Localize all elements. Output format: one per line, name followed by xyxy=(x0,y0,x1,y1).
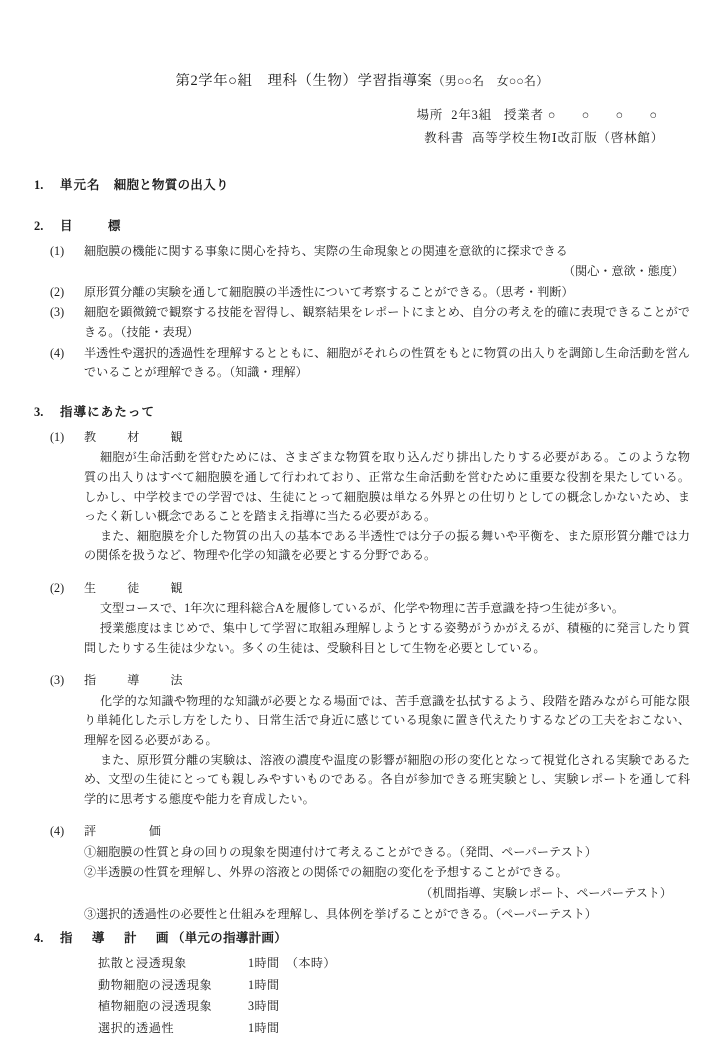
document-header-meta xyxy=(34,105,690,148)
spacer xyxy=(34,662,690,671)
objective-label: (4) xyxy=(50,345,65,360)
section-plan-heading xyxy=(34,928,690,948)
section-plan-title xyxy=(60,928,287,948)
subsection-students xyxy=(34,579,690,658)
objective-item xyxy=(50,283,690,303)
subsection-method-paragraph: また、原形質分離の実験は、溶液の濃度や温度の影響が細胞の形の変化となって視覚化される実験であるため、文型の生徒にとっても親しみやすいものである。各自が参加できる班実験とし、実験レポートを通して科学的に思考する態度や能力を育成したい。 xyxy=(84,752,690,806)
subsection-materials-heading xyxy=(50,428,690,448)
section-unit-label: 単元名 xyxy=(60,177,101,192)
spacer xyxy=(34,201,690,216)
subsection-evaluation-heading xyxy=(50,822,690,842)
section-objectives xyxy=(34,216,690,383)
subsection-method-paragraph: 化学的な知識や物理的な知識が必要となる場面では、苦手意識を払拭するよう、段階を踏みながら可能な限り単純化した示し方をしたり、日常生活で身近に感じている現象に置き代えたりするなどの工夫をおこない、理解を図る必要がある。 xyxy=(84,693,690,747)
plan-hours: 1時間 （本時） xyxy=(248,956,336,971)
textbook-label: 教科書 xyxy=(424,131,465,146)
objectives-list xyxy=(34,242,690,383)
objective-item xyxy=(50,303,690,342)
objective-text: 半透性や選択的透過性を理解するとともに、細胞がそれらの性質をもとに物質の出入りを調節し生命活動を営んでいることが理解できる。（知識・理解） xyxy=(84,345,690,380)
subsection-evaluation xyxy=(34,822,690,924)
section-guidance-heading xyxy=(34,402,690,422)
subsection-evaluation-name: 評 価 xyxy=(84,824,171,839)
plan-topic: 拡散と浸透現象 xyxy=(98,956,187,971)
subsection-method-label: (3) xyxy=(50,673,65,688)
section-guidance-number: 3. xyxy=(34,404,44,419)
section-plan-suffix: （単元の指導計画） xyxy=(171,931,288,946)
section-objectives-title: 目 標 xyxy=(60,218,124,233)
section-guidance xyxy=(34,402,690,924)
teacher-circles: ○ ○ ○ ○ xyxy=(547,108,664,123)
plan-hours: 1時間 xyxy=(248,1020,280,1035)
subsection-materials-label: (1) xyxy=(50,429,65,444)
plan-table xyxy=(34,954,690,1038)
plan-hours: 1時間 xyxy=(248,977,280,992)
objective-item xyxy=(50,344,690,383)
subsection-evaluation-label: (4) xyxy=(50,824,65,839)
objective-item xyxy=(50,242,690,262)
section-plan-label: 指 導 計 画 xyxy=(60,931,172,946)
section-plan-number: 4. xyxy=(34,931,44,946)
plan-row xyxy=(98,976,690,996)
place-value: 2年3組 xyxy=(451,108,493,123)
section-guidance-title: 指導にあたって xyxy=(60,404,156,419)
subsection-students-label: (2) xyxy=(50,580,65,595)
teacher-label: 授業者 xyxy=(504,108,544,123)
subsection-method xyxy=(34,671,690,809)
section-unit-heading xyxy=(34,175,690,195)
subsection-materials xyxy=(34,428,690,566)
objective-label: (2) xyxy=(50,284,65,299)
section-unit xyxy=(34,175,690,195)
objective-label: (3) xyxy=(50,305,65,320)
objective-label: (1) xyxy=(50,243,65,258)
evaluation-note: （机間指導、実験レポート、ペーパーテスト） xyxy=(420,885,672,900)
objective-text: 細胞膜の機能に関する事象に関心を持ち、実際の生命現象との関連を意欲的に探求できる xyxy=(84,243,568,258)
page-title-main: 第2学年○組 理科（生物）学習指導案 xyxy=(175,73,433,89)
objective-note: （関心・意欲・態度） xyxy=(563,264,684,279)
plan-row xyxy=(98,997,690,1017)
textbook-value: 高等学校生物Ⅰ改訂版（啓林館） xyxy=(472,131,664,146)
subsection-method-heading xyxy=(50,671,690,691)
spacer xyxy=(34,570,690,579)
place-label: 場所 xyxy=(416,108,444,123)
subsection-materials-paragraph: 細胞が生命活動を営むためには、さまざまな物質を取り込んだり排出したりする必要がある。このような物質の出入りはすべて細胞膜を通して行われており、正常な生命活動を営むために重要な役割を果たしている。しかし、中学校までの学習では、生徒にとって細胞膜は単なる外界との仕切りとしての概念しかないため、まったく新しい概念であることを踏まえ指導に当たる必要がある。 xyxy=(84,450,690,524)
subsection-method-name: 指 導 法 xyxy=(84,673,192,688)
objective-text: 細胞を顕微鏡で観察する技能を習得し、観察結果をレポートにまとめ、自分の考えを的確に表現できることができる。（技能・表現） xyxy=(84,305,690,340)
evaluation-item: ①細胞膜の性質と身の回りの現象を関連付けて考えることができる。（発問、ペーパーテスト） xyxy=(84,844,597,859)
subsection-students-name: 生 徒 観 xyxy=(84,580,192,595)
plan-row xyxy=(98,1019,690,1039)
section-plan xyxy=(34,928,690,1038)
spacer xyxy=(34,813,690,822)
section-objectives-heading xyxy=(34,216,690,236)
page-title xyxy=(34,70,690,93)
subsection-students-heading xyxy=(50,579,690,599)
plan-hours: 3時間 xyxy=(248,999,280,1014)
subsection-materials-paragraph: また、細胞膜を介した物質の出入の基本である半透性では分子の振る舞いや平衡を、また原形質分離では力の関係を扱うなど、物理や化学の知識を必要とする分野である。 xyxy=(84,528,690,563)
section-unit-number: 1. xyxy=(34,177,44,192)
plan-topic: 植物細胞の浸透現象 xyxy=(98,999,213,1014)
plan-topic: 動物細胞の浸透現象 xyxy=(98,977,213,992)
evaluation-item: ②半透膜の性質を理解し、外界の溶液との関係での細胞の変化を予想することができる。 xyxy=(84,865,568,880)
section-objectives-number: 2. xyxy=(34,218,44,233)
document-body xyxy=(34,70,690,1041)
objective-text: 原形質分離の実験を通して細胞膜の半透性について考察することができる。（思考・判断） xyxy=(84,284,574,299)
plan-topic: 選択的透過性 xyxy=(98,1020,175,1035)
subsection-students-paragraph: 文型コースで、1年次に理科総合Aを履修しているが、化学や物理に苦手意識を持つ生徒が多い。 xyxy=(100,601,625,616)
evaluation-item: ③選択的透過性の必要性と仕組みを理解し、具体例を挙げることができる。（ペーパーテスト） xyxy=(84,906,597,921)
subsection-materials-name: 教 材 観 xyxy=(84,429,192,444)
subsection-students-paragraph: 授業態度はまじめで、集中して学習に取組み理解しようとする姿勢がうかがえるが、積極的に発言したり質問したりする生徒は少ない。多くの生徒は、受験科目として生物を必要としている。 xyxy=(84,621,690,655)
spacer xyxy=(34,387,690,402)
section-unit-value: 細胞と物質の出入り xyxy=(113,177,229,192)
section-unit-title xyxy=(60,175,229,195)
plan-row xyxy=(98,954,690,974)
header-place-line xyxy=(34,105,664,125)
header-textbook-line xyxy=(34,128,664,148)
page-title-counts: （男○○名 女○○名） xyxy=(432,74,549,88)
